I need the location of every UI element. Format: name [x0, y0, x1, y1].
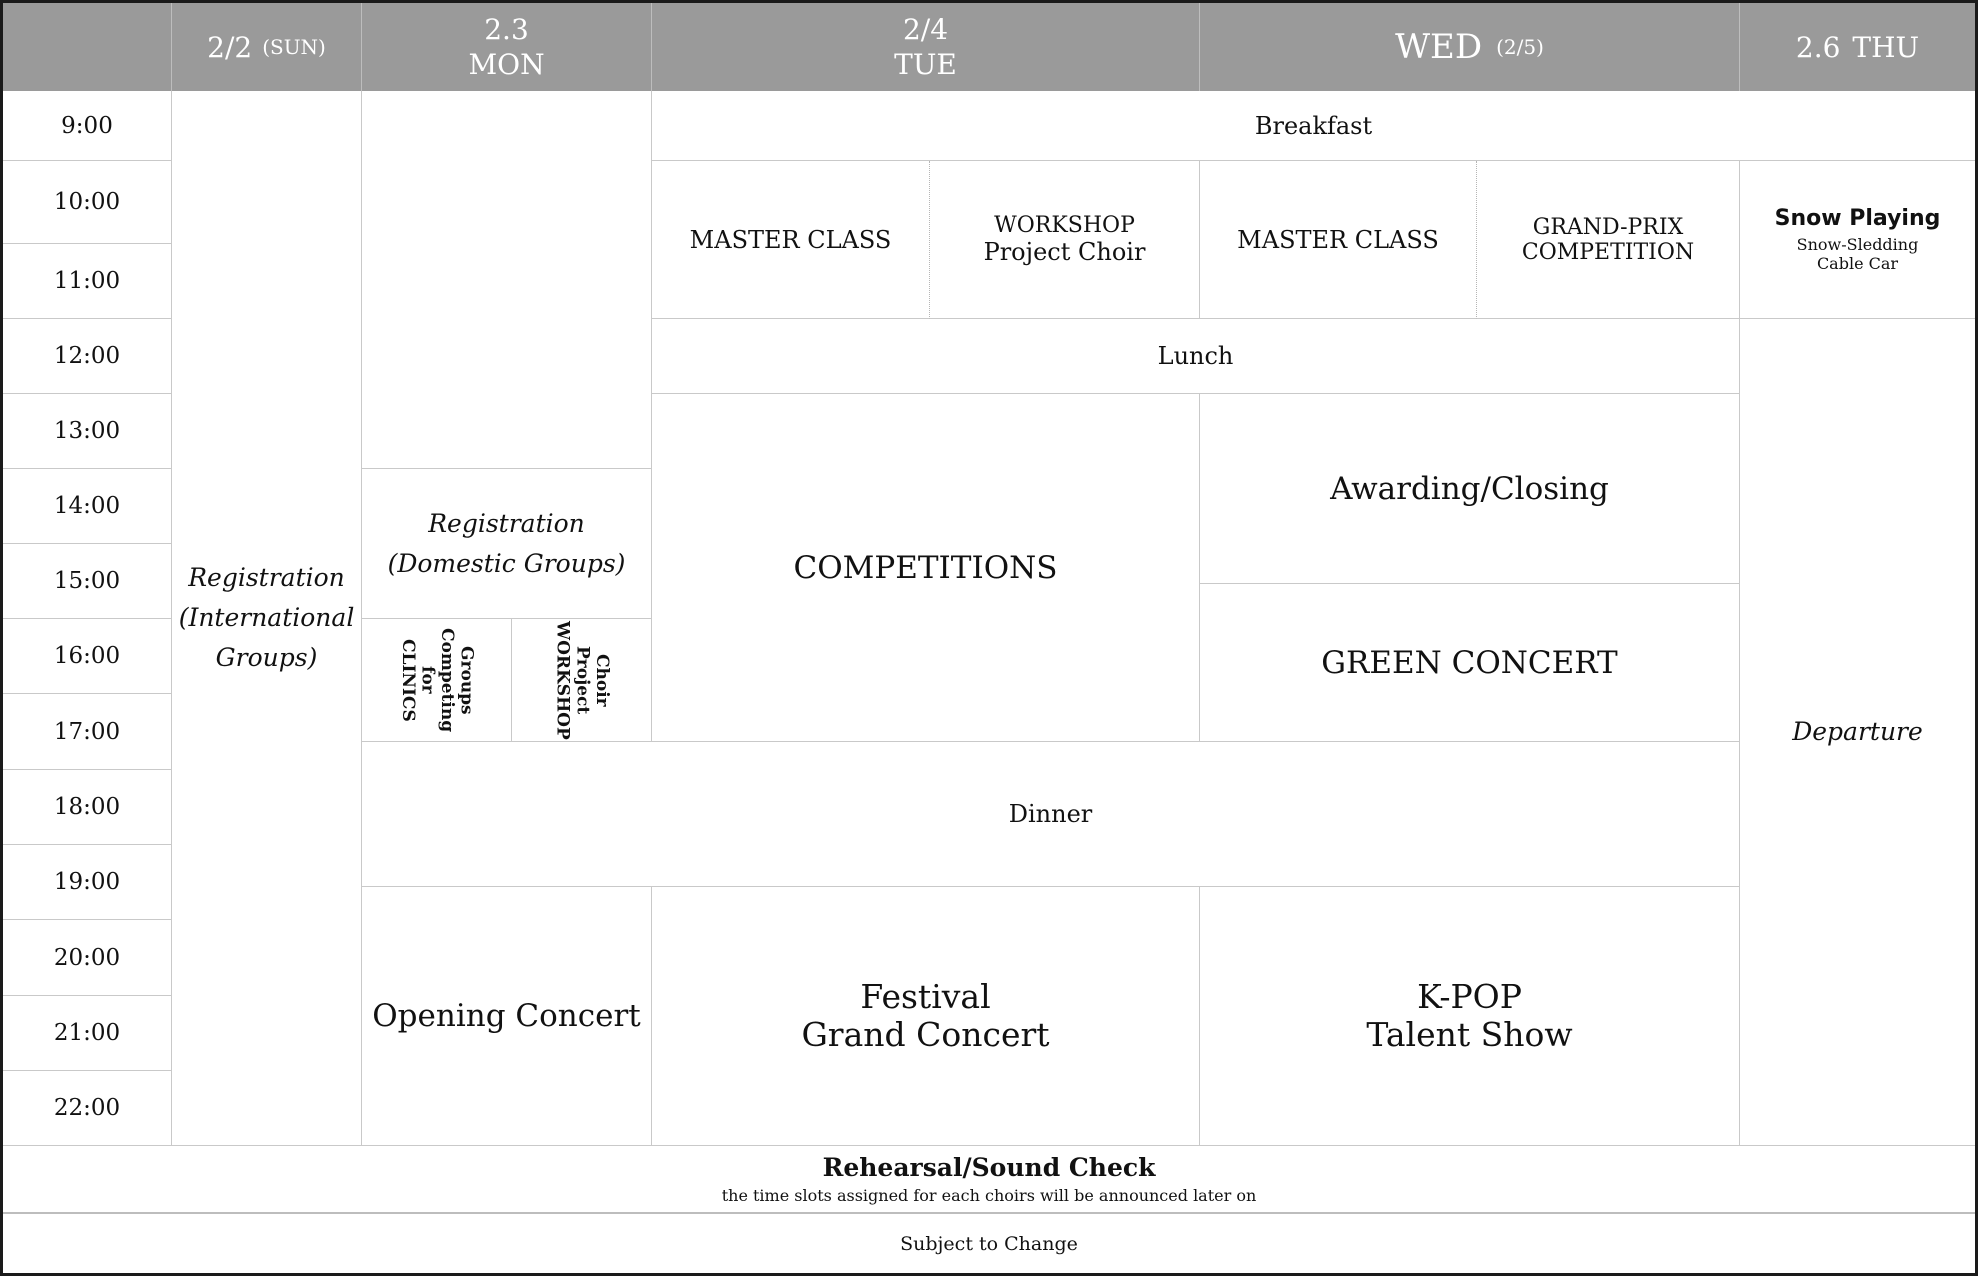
green-concert: [1200, 584, 1740, 742]
clinics-block: [362, 619, 512, 742]
time-slot: [3, 91, 172, 161]
header-tue-day: TUE: [894, 48, 957, 81]
time-slot: [3, 920, 172, 996]
breakfast-label: Breakfast: [1254, 111, 1373, 140]
time-label: 16:00: [53, 643, 121, 669]
header-wed: [1200, 3, 1740, 91]
workshop-tue: [930, 161, 1200, 319]
competitions: [652, 394, 1200, 742]
header-tue-date: 2/4: [902, 13, 949, 46]
departure: [1740, 319, 1975, 1146]
time-slot: [3, 544, 172, 619]
workshop-tue-line: WORKSHOP: [994, 213, 1135, 238]
workshop-mon-line: Choir: [591, 653, 612, 707]
rehearsal-note: the time slots assigned for each choirs will be announced later on: [721, 1186, 1257, 1205]
header-mon-day: MON: [468, 48, 545, 81]
time-slot: [3, 469, 172, 544]
registration-domestic-line: Registration: [428, 508, 585, 538]
registration-domestic-line: (Domestic Groups): [387, 548, 626, 578]
header-sun-day: 2/2: [207, 30, 253, 64]
time-label: 11:00: [53, 268, 121, 294]
breakfast: [652, 91, 1975, 161]
time-label: 21:00: [53, 1020, 121, 1046]
workshop-mon-line: Project: [572, 645, 593, 715]
workshop-tue-line: Project Choir: [983, 238, 1146, 266]
departure-label: Departure: [1792, 717, 1923, 746]
time-slot: [3, 319, 172, 394]
header-wed-day: WED: [1395, 26, 1483, 67]
time-label: 22:00: [53, 1095, 121, 1121]
time-label: 20:00: [53, 944, 121, 971]
time-label: 10:00: [53, 189, 121, 215]
time-label: 9:00: [61, 112, 113, 139]
grand-prix-competition: [1477, 161, 1740, 319]
header-thu-date: 2.6: [1795, 30, 1841, 64]
snow-playing: [1740, 161, 1975, 319]
header-mon-date: 2.3: [484, 13, 529, 46]
time-label: 14:00: [53, 493, 121, 519]
header-sun: [172, 3, 362, 91]
lunch: [652, 319, 1740, 394]
festival-line: Festival: [860, 977, 991, 1017]
green-concert-label: GREEN CONCERT: [1321, 644, 1618, 681]
rehearsal-sound-check: [3, 1146, 1975, 1214]
opening-concert-label: Opening Concert: [372, 998, 641, 1034]
header-wed-sub: (2/5): [1496, 35, 1544, 59]
clinics-line: CLINICS: [397, 638, 418, 722]
master-class-tue: [652, 161, 930, 319]
festival-grand-concert: [652, 887, 1200, 1146]
mon-morning-empty: [362, 91, 652, 469]
registration-international: [172, 91, 362, 1146]
time-slot: [3, 244, 172, 319]
header-sun-sub: (SUN): [262, 35, 326, 59]
workshop-mon-line: WORKSHOP: [552, 620, 573, 740]
time-slot: [3, 996, 172, 1071]
grand-prix-line: GRAND-PRIX: [1532, 214, 1684, 240]
registration-domestic: [362, 469, 652, 619]
festival-line: Grand Concert: [801, 1015, 1050, 1054]
time-label: 15:00: [53, 568, 121, 594]
grand-prix-line: COMPETITION: [1521, 239, 1695, 265]
time-slot: [3, 694, 172, 770]
registration-international-line: (International: [178, 603, 355, 632]
subject-to-change: [3, 1214, 1975, 1273]
subject-to-change-label: Subject to Change: [900, 1232, 1078, 1255]
clinics-line: for: [417, 666, 438, 694]
registration-international-line: Groups): [215, 643, 318, 672]
snow-playing-line: Cable Car: [1816, 254, 1899, 273]
master-class-tue-label: MASTER CLASS: [689, 225, 892, 254]
header-thu-day: THU: [1852, 30, 1920, 64]
snow-playing-line: Snow-Sledding: [1796, 235, 1919, 254]
time-slot: [3, 770, 172, 845]
header-corner: [3, 3, 172, 91]
time-slot: [3, 619, 172, 694]
header-tue: [652, 3, 1200, 91]
kpop-line: Talent Show: [1366, 1015, 1573, 1054]
kpop-line: K-POP: [1417, 977, 1522, 1017]
competitions-label: COMPETITIONS: [793, 549, 1058, 586]
awarding-closing: [1200, 394, 1740, 584]
awarding-closing-label: Awarding/Closing: [1330, 470, 1609, 507]
master-class-wed: [1200, 161, 1477, 319]
dinner-label: Dinner: [1008, 800, 1093, 828]
time-label: 12:00: [53, 343, 121, 369]
header-thu: [1740, 3, 1975, 91]
time-label: 13:00: [53, 418, 121, 444]
time-label: 19:00: [53, 869, 121, 895]
time-slot: [3, 1071, 172, 1146]
snow-playing-title: Snow Playing: [1774, 206, 1941, 231]
opening-concert: [362, 887, 652, 1146]
time-slot: [3, 161, 172, 244]
dinner: [362, 742, 1740, 887]
header-mon: [362, 3, 652, 91]
workshop-mon-block: [512, 619, 652, 742]
clinics-line: Groups: [456, 645, 477, 715]
time-slot: [3, 394, 172, 469]
clinics-line: Competing: [437, 627, 458, 733]
lunch-label: Lunch: [1157, 342, 1234, 370]
kpop-talent-show: [1200, 887, 1740, 1146]
time-label: 18:00: [53, 794, 121, 820]
time-label: 17:00: [53, 718, 121, 745]
rehearsal-title: Rehearsal/Sound Check: [822, 1153, 1156, 1182]
master-class-wed-label: MASTER CLASS: [1237, 225, 1439, 254]
time-slot: [3, 845, 172, 920]
registration-international-line: Registration: [188, 563, 345, 592]
